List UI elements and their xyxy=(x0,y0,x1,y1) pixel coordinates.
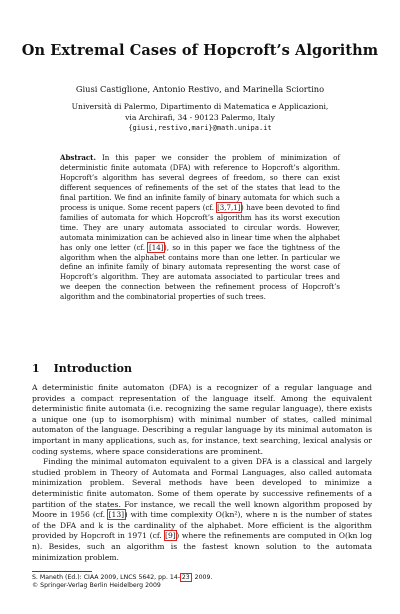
affiliation-line-1: Università di Palermo, Dipartimento di Matematica e Applicazioni, xyxy=(71,102,329,111)
affiliation-line-2: via Archirafi, 34 - 90123 Palermo, Italy xyxy=(125,112,275,122)
footnote-rule xyxy=(32,571,92,572)
abstract-label: Abstract. xyxy=(60,153,96,162)
body-text xyxy=(32,383,372,563)
paragraph-2 xyxy=(32,457,372,563)
affiliation xyxy=(20,102,380,134)
page-link[interactable]: 23 xyxy=(181,574,190,581)
citation-link[interactable]: [13] xyxy=(108,510,125,520)
section-title: Introduction xyxy=(53,362,132,375)
paragraph-1: A deterministic finite automaton (DFA) is a recognizer of a regular language and provides a compact representation of the language itself. Among the equivalent deterministic finite automata (i.e. recognizing the same regular language), there exists a unique one (up to isomorphism) with minimal number of states, called minimal automaton of the language. Describing a regular language by its minimal automaton is important in many applications, such as, for instance, text searching, lexical analysis or coding systems, where space considerations are prominent. xyxy=(32,383,372,456)
footnote-line-1 xyxy=(32,574,212,582)
paragraph-2-text-1: Finding the minimal automaton equivalent to a given DFA is a classical and largely studied problem in Theory of Automata and Formal Languages, also called automata minimization problem. Several methods have been developed to minimize a deterministic finite automaton. Some of them operate by successive refinements of a partition of the states. For instance, we recall the well known algorithm proposed by Moore in 1956 (cf. xyxy=(32,457,372,520)
section-heading xyxy=(32,362,132,375)
abstract xyxy=(60,153,340,302)
author-emails: {giusi,restivo,mari}@math.unipa.it xyxy=(128,124,272,133)
paper-authors: Giusi Castiglione, Antonio Restivo, and Marinella Sciortino xyxy=(75,84,325,94)
citation-link[interactable]: [9] xyxy=(165,531,176,541)
abstract-text-2: ) have been devoted to find families of automata for which Hopcroft’s algorithm has its worst execution time. They are unary automata associated to circular words. However, automata minimization can be achieved also in linear time when the alphabet has only one letter (cf. xyxy=(60,202,340,252)
citation-link[interactable]: [14] xyxy=(148,242,164,252)
abstract-text-3: ), so in this paper we face the tightness of the algorithm when the alphabet contains more than one letter. In particular we define an infinite family of binary automata representing the worst case of Hopcroft’s algorithm. They are automata associated to particular trees and we deepen the connection between the refinement process of Hopcroft’s algorithm and the combinatorial properties of such trees. xyxy=(60,242,341,302)
paper-title: On Extremal Cases of Hopcroft’s Algorithm xyxy=(21,42,379,59)
footnote-citation: S. Maneth (Ed.): CIAA 2009, LNCS 5642, pp. 14– xyxy=(32,574,181,581)
section-number: 1 xyxy=(32,362,40,375)
paragraph-2-text-2: ) with time complexity O(kn²), where n is the number of states of the DFA and k is the cardinality of the alphabet. More efficient is the algorithm provided by Hopcroft in 1971 (cf. xyxy=(32,510,372,541)
footnote xyxy=(32,574,212,590)
abstract-text-1: In this paper we consider the problem of minimization of deterministic finite automata (DFA) with reference to Hopcroft’s algorithm. Hopcroft’s algorithm has several degrees of freedom, so there can exist different sequences of refinements of the set of the states that lead to the final partition. We find an infinite family of binary automata for which such a process is unique. Some recent papers (cf. xyxy=(60,153,341,212)
citation-link[interactable]: [3,7,1] xyxy=(217,202,241,212)
paragraph-2-text-3: ) where the refinements are computed in O(kn log n). Besides, such an algorithm is the fastest known solution to the automata minimization problem. xyxy=(32,531,373,562)
footnote-year: , 2009. xyxy=(190,574,213,581)
footnote-line-2: © Springer-Verlag Berlin Heidelberg 2009 xyxy=(32,582,161,589)
